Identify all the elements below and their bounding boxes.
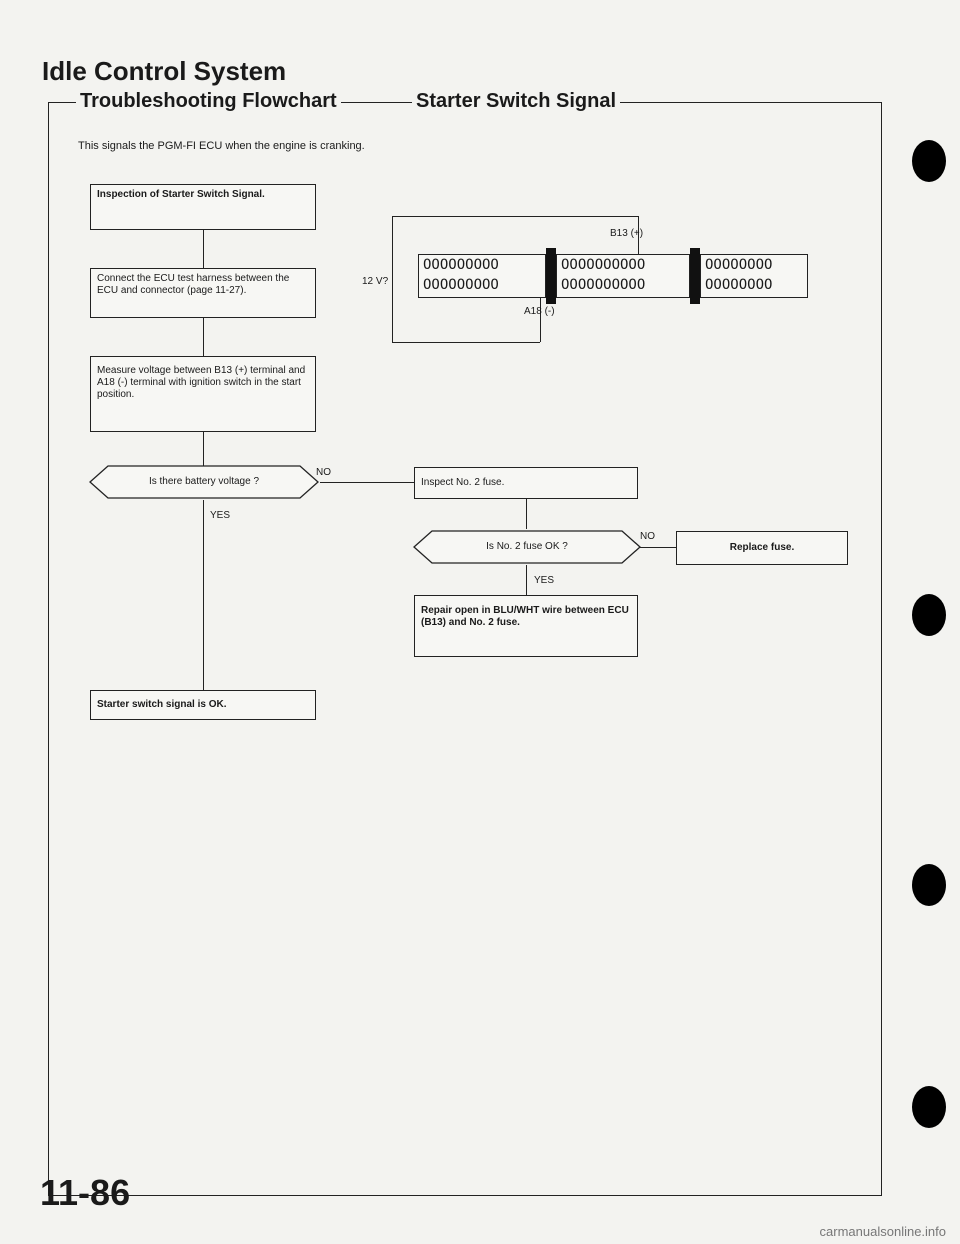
decision1-no-label: NO	[316, 467, 331, 478]
step-inspection: Inspection of Starter Switch Signal.	[90, 184, 316, 230]
connector-line	[526, 565, 527, 595]
connector-line	[640, 547, 676, 548]
terminal-a18-label: A18 (-)	[524, 306, 555, 317]
voltmeter-label: 12 V?	[362, 276, 389, 287]
step-measure-voltage: Measure voltage between B13 (+) terminal and A18 (-) terminal with ignition switch in the start position.	[90, 356, 316, 432]
watermark: carmanualsonline.info	[819, 1224, 946, 1239]
page-title: Idle Control System	[42, 56, 287, 86]
step-connect-harness: Connect the ECU test harness between the ECU and connector (page 11-27).	[90, 268, 316, 318]
description: This signals the PGM-FI ECU when the engine is cranking.	[78, 140, 365, 152]
binder-hole	[912, 140, 946, 182]
decision2-no-label: NO	[640, 531, 655, 542]
decision-battery-voltage: Is there battery voltage ?	[148, 476, 260, 487]
connector-line	[320, 482, 414, 483]
probe-wire-top	[392, 216, 638, 217]
probe-wire-a18	[540, 298, 541, 342]
connector-line	[526, 499, 527, 529]
connector-pin-row: OOOOOOOOOO	[561, 277, 646, 293]
connector-line	[203, 318, 204, 356]
binder-hole	[912, 864, 946, 906]
connector-pin-row: OOOOOOOO	[705, 277, 773, 293]
ecu-connector-block-a	[418, 254, 546, 298]
connector-pin-row: OOOOOOOO	[705, 257, 773, 273]
step-replace-fuse: Replace fuse.	[676, 531, 848, 565]
result-signal-ok: Starter switch signal is OK.	[90, 690, 316, 720]
subtitle-starter-switch: Starter Switch Signal	[412, 90, 620, 113]
step-inspect-fuse: Inspect No. 2 fuse.	[414, 467, 638, 499]
decision2-yes-label: YES	[534, 575, 555, 586]
ecu-connector-block-c	[700, 254, 808, 298]
connector-pin-row: OOOOOOOOO	[423, 257, 499, 273]
subtitle-flowchart: Troubleshooting Flowchart	[76, 90, 341, 113]
connector-line	[203, 500, 204, 690]
connector-line	[203, 230, 204, 268]
binder-hole	[912, 1086, 946, 1128]
probe-wire-bottom	[392, 342, 540, 343]
binder-hole	[912, 594, 946, 636]
decision1-yes-label: YES	[210, 510, 231, 521]
decision-fuse-ok: Is No. 2 fuse OK ?	[486, 541, 568, 552]
connector-pin-row: OOOOOOOOOO	[561, 257, 646, 273]
connector-divider	[690, 248, 700, 304]
probe-wire-left	[392, 216, 393, 342]
connector-line	[203, 432, 204, 466]
terminal-b13-label: B13 (+)	[610, 228, 644, 239]
connector-pin-row: OOOOOOOOO	[423, 277, 499, 293]
ecu-connector-block-b	[556, 254, 690, 298]
connector-divider	[546, 248, 556, 304]
page-number: 11-86	[40, 1172, 131, 1213]
step-repair-wire: Repair open in BLU/WHT wire between ECU (B13) and No. 2 fuse.	[414, 595, 638, 657]
